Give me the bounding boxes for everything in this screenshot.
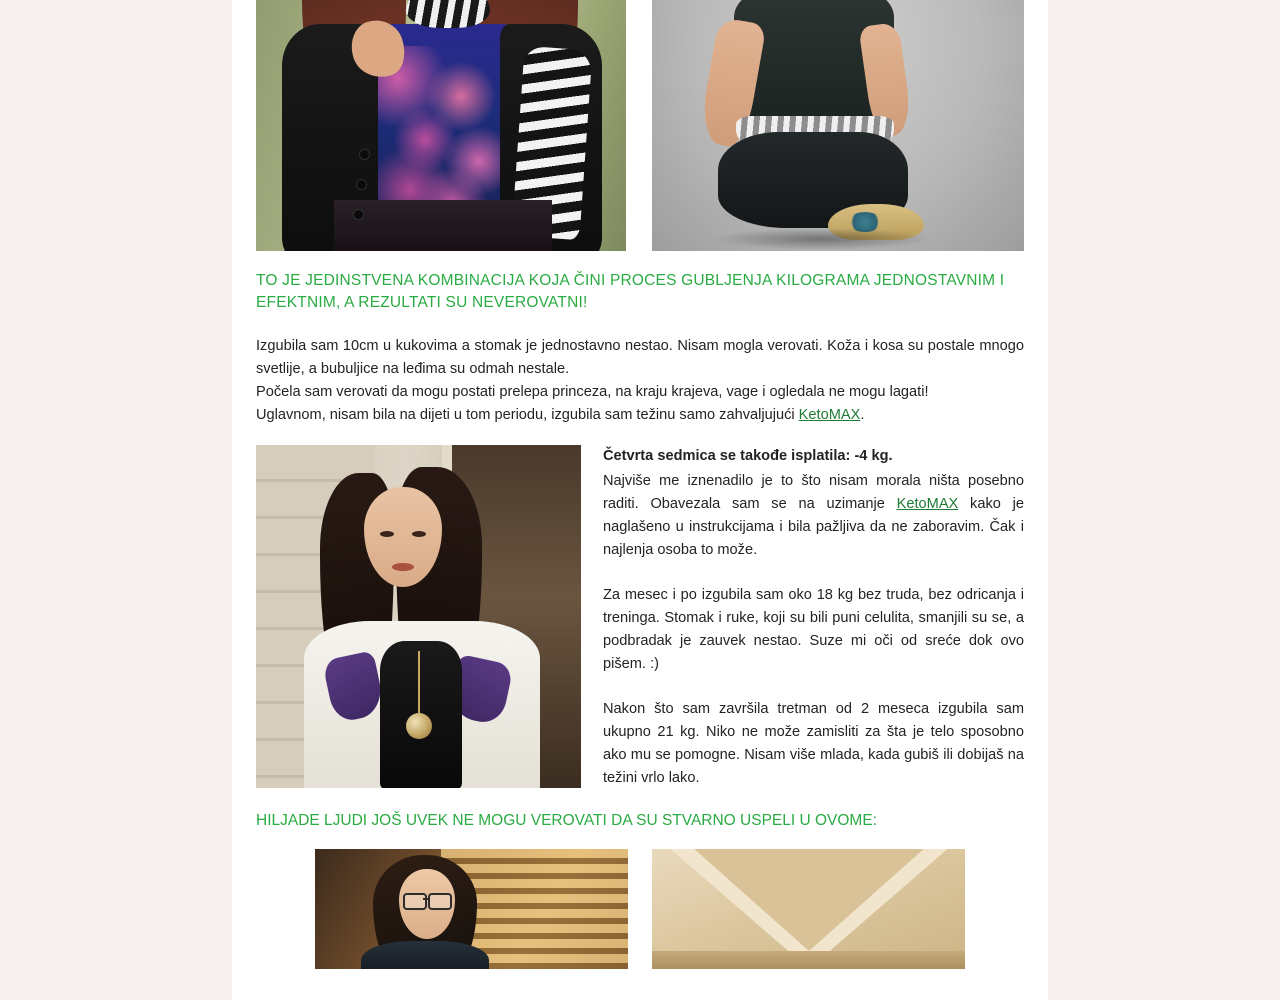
- article-photo-top-left: [256, 0, 626, 251]
- fourth-week-section: [256, 445, 1024, 790]
- ketomax-link-1[interactable]: KetoMAX: [798, 407, 861, 423]
- article-photo-middle-left: [256, 445, 581, 788]
- fourth-week-paragraph-1: [603, 470, 1024, 562]
- top-image-row: [256, 0, 1024, 251]
- paragraph-hips-stomach: Izgubila sam 10cm u kukovima a stomak je jednostavno nestao. Nisam mogla verovati. Koža i kosa su postale mnogo svetlije, a bubuljice na leđima su odmah nestale.: [256, 338, 1024, 377]
- article-content-column: [232, 0, 1048, 1000]
- bottom-image-row: [256, 849, 1024, 969]
- section-heading-bottom: HILJADE LJUDI JOŠ UVEK NE MOGU VEROVATI DA SU STVARNO USPELI U OVOME:: [256, 812, 877, 829]
- paragraph-no-diet-text-before: Uglavnom, nisam bila na dijeti u tom periodu, izgubila sam težinu samo zahvaljujući: [256, 407, 799, 423]
- fourth-week-paragraph-1-before: Najviše me iznenadilo je to što nisam morala ništa posebno raditi. Obavezala sam se na uzimanje: [603, 473, 1024, 512]
- fourth-week-paragraph-1-after: kako je naglašeno u instrukcijama i bila pažljiva da ne zaboravim. Čak i najlenja osoba to može.: [603, 496, 1025, 558]
- fourth-week-lead: Četvrta sedmica se takođe isplatila: -4 kg.: [603, 448, 893, 464]
- article-photo-bottom-left: [315, 849, 628, 969]
- fourth-week-paragraph-3: Nakon što sam završila tretman od 2 meseca izgubila sam ukupno 21 kg. Niko ne može zamisliti za šta je telo sposobno ako mu se pomogne. Nisam više mlada, kada gubiš ili dobijaš na težini vrlo lako.: [603, 701, 1024, 786]
- article-photo-top-right: [652, 0, 1024, 251]
- fourth-week-paragraph-2: Za mesec i po izgubila sam oko 18 kg bez truda, bez odricanja i treninga. Stomak i ruke, koji su bili puni celulita, smanjili su se, a podbradak je zauvek nestao. Suze mi oči od sreće dok ovo pišem. :): [603, 587, 1024, 672]
- section-heading-main: TO JE JEDINSTVENA KOMBINACIJA KOJA ČINI PROCES GUBLJENJA KILOGRAMA JEDNOSTAVNIM I EFEKTNIM, A REZULTATI SU NEVEROVATNI!: [256, 272, 1005, 311]
- paragraph-no-diet-text-after: .: [860, 407, 865, 423]
- ketomax-link-2[interactable]: KetoMAX: [896, 496, 959, 512]
- paragraph-no-diet: [256, 404, 1024, 427]
- fourth-week-text: [603, 445, 1024, 790]
- article-photo-bottom-right: [652, 849, 965, 969]
- paragraph-princess: Počela sam verovati da mogu postati prelepa princeza, na kraju krajeva, vage i ogledala ne mogu lagati!: [256, 384, 929, 400]
